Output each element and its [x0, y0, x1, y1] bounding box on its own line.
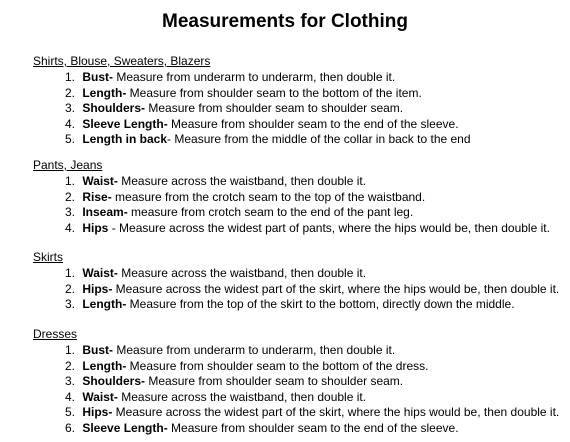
section-heading: Skirts: [33, 250, 63, 264]
item-description: Measure across the waistband, then double it.: [117, 174, 367, 188]
item-number: 5.: [65, 132, 76, 147]
item-number: 3.: [65, 374, 76, 389]
list-item: [65, 405, 563, 421]
item-term: Hips-: [82, 405, 113, 420]
list-item: [65, 190, 563, 206]
list-item: [65, 70, 563, 86]
item-description: Measure across the widest part of the skirt, where the hips would be, then double it.: [112, 405, 560, 420]
item-term: Waist-: [82, 174, 118, 188]
item-description: Measure from underarm to underarm, then double it.: [113, 70, 396, 84]
list-item: [65, 205, 563, 221]
list-item: [65, 374, 563, 390]
item-term: Shoulders-: [82, 101, 146, 116]
item-number: 1.: [65, 266, 76, 280]
item-number: 2.: [65, 358, 76, 373]
list-item: [65, 174, 563, 190]
item-description: Measure from shoulder seam to the end of the sleeve.: [167, 116, 459, 131]
item-term: Waist-: [82, 389, 118, 404]
list-item: [65, 297, 563, 313]
item-number: 6.: [65, 420, 76, 435]
item-description: - Measure across the widest part of pants, where the hips would be, then double it.: [108, 220, 550, 235]
item-number: 2.: [65, 85, 76, 100]
item-number: 3.: [65, 205, 76, 220]
item-term: Hips-: [82, 281, 113, 296]
section-heading: Shirts, Blouse, Sweaters, Blazers: [33, 54, 211, 68]
item-term: Inseam-: [82, 205, 128, 220]
measurement-list: [33, 70, 563, 148]
item-term: Rise-: [82, 189, 112, 204]
section-pants: [33, 158, 563, 236]
item-number: 3.: [65, 101, 76, 116]
item-number: 4.: [65, 389, 76, 404]
list-item: [65, 266, 563, 282]
item-term: Length-: [82, 85, 127, 100]
item-number: 1.: [65, 70, 76, 84]
item-description: Measure across the waistband, then double it.: [117, 389, 367, 404]
section-shirts: [33, 54, 563, 148]
list-item: [65, 343, 563, 359]
list-item: [65, 117, 563, 133]
measurement-list: [33, 266, 563, 313]
item-description: Measure across the widest part of the skirt, where the hips would be, then double it.: [112, 281, 560, 296]
item-number: 5.: [65, 405, 76, 420]
item-number: 2.: [65, 281, 76, 296]
item-number: 2.: [65, 189, 76, 204]
item-description: Measure across the waistband, then double it.: [117, 266, 367, 280]
item-number: 1.: [65, 343, 76, 357]
item-description: Measure from underarm to underarm, then double it.: [113, 343, 396, 357]
section-heading: Dresses: [33, 327, 78, 341]
item-term: Length in back: [82, 132, 168, 147]
measurement-list: [33, 174, 563, 236]
item-number: 3.: [65, 297, 76, 312]
item-description: Measure from shoulder seam to shoulder seam.: [145, 374, 404, 389]
measurement-list: [33, 343, 563, 437]
item-term: Length-: [82, 297, 127, 312]
item-description: Measure from the top of the skirt to the bottom, directly down the middle.: [126, 297, 515, 312]
item-description: - Measure from the middle of the collar in back to the end: [167, 132, 471, 147]
item-number: 4.: [65, 116, 76, 131]
item-term: Hips: [82, 220, 109, 235]
item-term: Bust-: [82, 343, 114, 357]
item-description: measure from the crotch seam to the top of the waistband.: [111, 189, 426, 204]
section-dresses: [33, 327, 563, 437]
item-term: Waist-: [82, 266, 118, 280]
item-number: 4.: [65, 220, 76, 235]
list-item: [65, 282, 563, 298]
item-description: measure from crotch seam to the end of the pant leg.: [127, 205, 414, 220]
item-term: Shoulders-: [82, 374, 146, 389]
section-skirts: [33, 250, 563, 313]
item-term: Bust-: [82, 70, 114, 84]
item-description: Measure from shoulder seam to shoulder seam.: [145, 101, 404, 116]
section-heading: Pants, Jeans: [33, 158, 103, 172]
item-number: 1.: [65, 174, 76, 188]
page-title: Measurements for Clothing: [162, 11, 408, 32]
list-item: [65, 421, 563, 437]
list-item: [65, 221, 563, 237]
item-term: Sleeve Length-: [82, 116, 168, 131]
list-item: [65, 390, 563, 406]
item-term: Sleeve Length-: [82, 420, 168, 435]
item-description: Measure from shoulder seam to the bottom of the item.: [126, 85, 422, 100]
list-item: [65, 86, 563, 102]
list-item: [65, 101, 563, 117]
item-term: Length-: [82, 358, 127, 373]
list-item: [65, 359, 563, 375]
item-description: Measure from shoulder seam to the bottom of the dress.: [126, 358, 429, 373]
list-item: [65, 132, 563, 148]
item-description: Measure from shoulder seam to the end of the sleeve.: [167, 420, 459, 435]
